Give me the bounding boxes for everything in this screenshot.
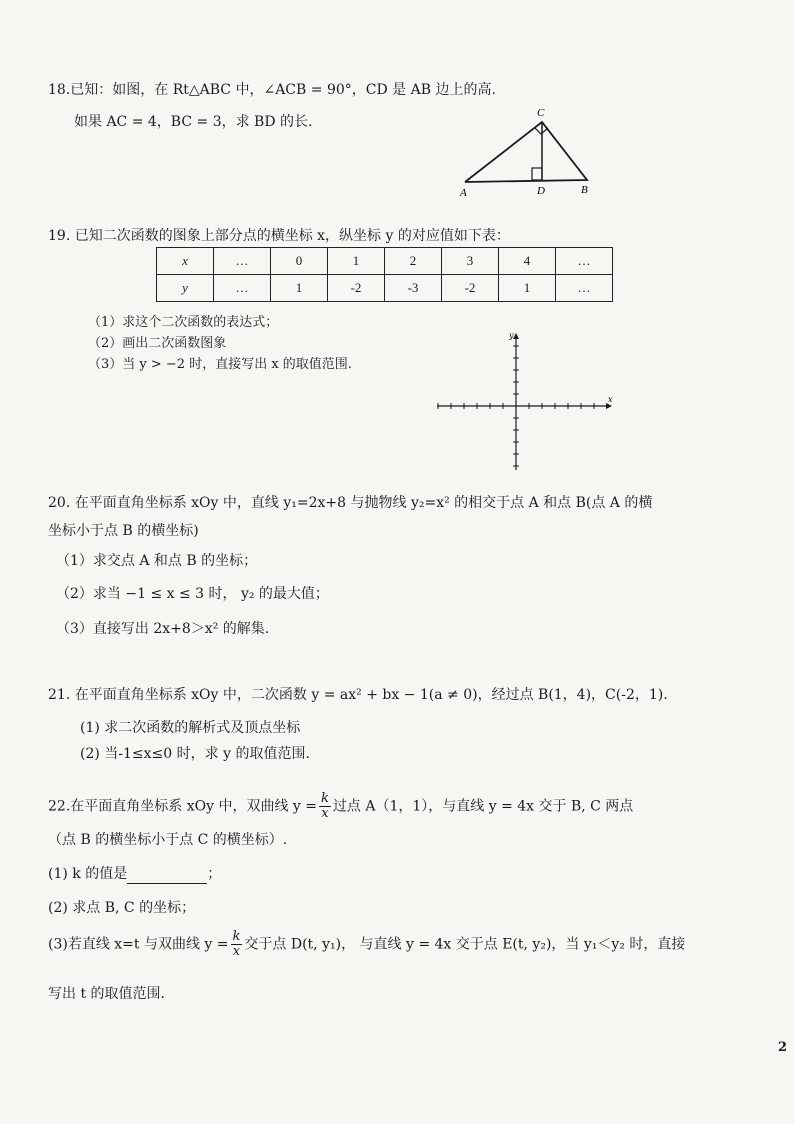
q22-line1: [48, 792, 633, 821]
q20-part3: （3）直接写出 2x+8＞x² 的解集.: [56, 621, 270, 637]
q19-part2: （2）画出二次函数图象: [88, 336, 227, 351]
q19-value-table: [156, 247, 613, 302]
fig-label-c: C: [537, 107, 545, 119]
q22-line1-pre: 22.在平面直角坐标系 xOy 中，双曲线 y =: [48, 798, 317, 815]
q18-line1: 18.已知：如图，在 Rt△ABC 中，∠ACB = 90°，CD 是 AB 边上的高.: [48, 82, 496, 98]
q20-line2: 坐标小于点 B 的横坐标): [48, 523, 199, 539]
table-cell: …: [214, 275, 271, 302]
q22-part3-pre: (3)若直线 x=t 与双曲线 y =: [48, 936, 229, 953]
q22-part1-pre: (1) k 的值是: [48, 866, 128, 882]
q19-part3: （3）当 y > −2 时，直接写出 x 的取值范围.: [88, 357, 352, 372]
table-cell: 1: [271, 275, 328, 302]
q21-part1: (1) 求二次函数的解析式及顶点坐标: [80, 720, 301, 736]
q20-part2: （2）求当 −1 ≤ x ≤ 3 时， y₂ 的最大值；: [56, 586, 329, 602]
table-cell: 1: [499, 275, 556, 302]
q22-fraction: [319, 792, 331, 821]
axis-label-x: x: [608, 395, 613, 404]
q22-part3-post: 交于点 D(t, y₁)， 与直线 y = 4x 交于点 E(t, y₂)，当 y₁＜y₂ 时，直接: [244, 936, 686, 953]
table-cell: …: [214, 248, 271, 275]
fraction-denominator: x: [321, 806, 329, 821]
answer-blank[interactable]: [127, 869, 207, 884]
q22-part1-post: ；: [207, 866, 222, 882]
table-cell: …: [556, 275, 613, 302]
table-cell: 3: [442, 248, 499, 275]
q21-line1: 21. 在平面直角坐标系 xOy 中，二次函数 y = ax² + bx − 1(a ≠ 0)，经过点 B(1，4)，C(-2，1).: [48, 687, 668, 703]
q22-line2: （点 B 的横坐标小于点 C 的横坐标）.: [48, 832, 288, 848]
table-header-x: x: [157, 248, 214, 275]
table-cell: …: [556, 248, 613, 275]
fraction-numerator: k: [321, 791, 329, 806]
axis-label-y: y: [509, 331, 514, 340]
q18-triangle-figure: [455, 100, 615, 200]
fraction-numerator: k: [232, 929, 241, 944]
q20-part1: （1）求交点 A 和点 B 的坐标；: [56, 553, 258, 569]
q22-line1-post: 过点 A（1，1），与直线 y = 4x 交于 B, C 两点: [332, 798, 634, 815]
table-cell: 1: [328, 248, 385, 275]
q22-part3-fraction: [231, 930, 243, 959]
q18-line2: 如果 AC = 4，BC = 3，求 BD 的长.: [74, 114, 313, 130]
table-cell: 2: [385, 248, 442, 275]
fig-label-d: D: [537, 185, 545, 197]
fig-label-b: B: [581, 184, 588, 196]
q22-part1: [48, 864, 221, 884]
table-cell: -2: [442, 275, 499, 302]
table-header-y: y: [157, 275, 214, 302]
table-cell: -3: [385, 275, 442, 302]
fig-label-a: A: [460, 187, 467, 199]
q19-coordinate-grid: [432, 330, 617, 475]
fraction-denominator: x: [232, 944, 241, 959]
page-number: 2: [778, 1040, 788, 1055]
table-cell: 4: [499, 248, 556, 275]
q22-part3-line2: 写出 t 的取值范围.: [48, 986, 165, 1002]
q20-line1: 20. 在平面直角坐标系 xOy 中，直线 y₁=2x+8 与抛物线 y₂=x² 的相交于点 A 和点 B(点 A 的横: [48, 495, 653, 511]
q19-intro: 19. 已知二次函数的图象上部分点的横坐标 x，纵坐标 y 的对应值如下表：: [48, 228, 510, 244]
table-cell: -2: [328, 275, 385, 302]
table-cell: 0: [271, 248, 328, 275]
q21-part2: (2) 当-1≤x≤0 时，求 y 的取值范围.: [80, 746, 310, 762]
table-row-y: [157, 275, 613, 302]
q19-part1: （1）求这个二次函数的表达式；: [88, 315, 279, 330]
q22-part3: [48, 930, 685, 959]
table-row-x: [157, 248, 613, 275]
q22-part2: (2) 求点 B, C 的坐标；: [48, 900, 196, 916]
